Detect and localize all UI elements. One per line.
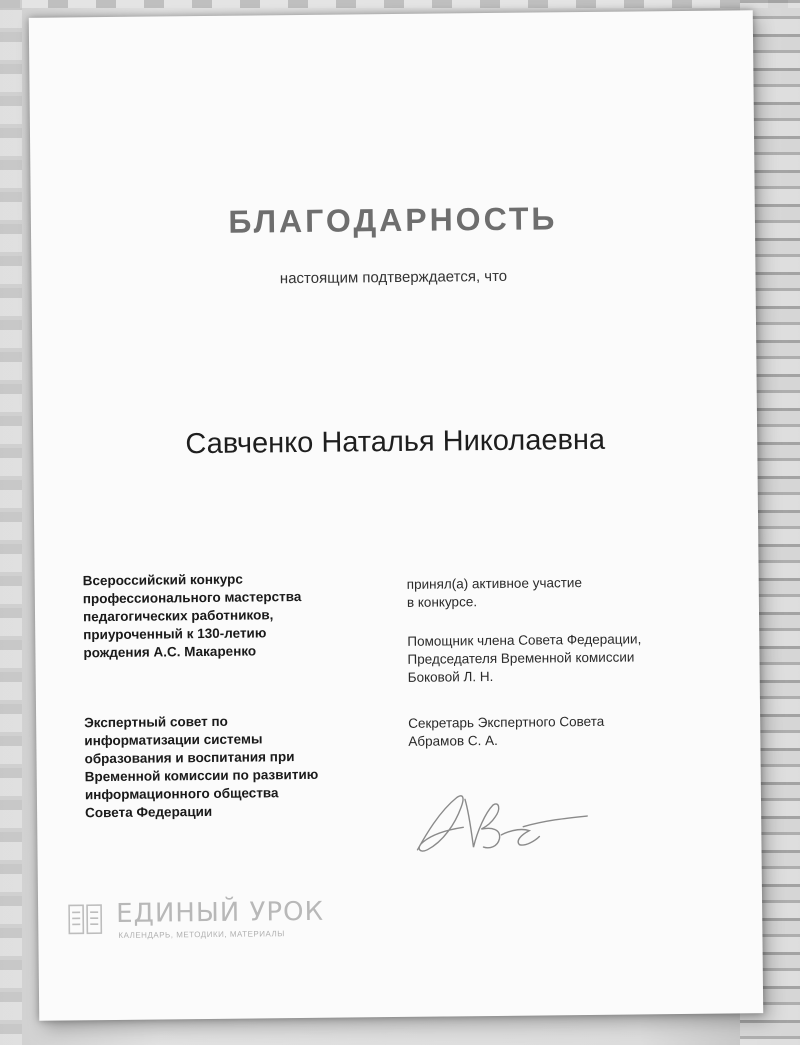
- signature-icon: [405, 782, 596, 864]
- text-line: Боковой Л. Н.: [407, 668, 494, 685]
- text-line: Временной комиссии по развитию: [84, 766, 319, 785]
- organizer-description: [84, 711, 385, 822]
- stack-left-edge: [0, 0, 22, 1045]
- text-line: приуроченный к 130-летию: [83, 625, 267, 643]
- secretary-signatory: [408, 712, 728, 751]
- text-line: профессионального мастерства: [82, 588, 302, 607]
- text-line: Совета Федерации: [85, 803, 213, 821]
- book-logo-icon: [68, 903, 102, 935]
- text-line: педагогических работников,: [82, 607, 274, 625]
- text-line: Помощник члена Совета Федерации,: [407, 631, 642, 649]
- certificate-sheet: [29, 10, 763, 1021]
- contest-description: [83, 569, 384, 662]
- text-line: образования и воспитания при: [84, 749, 295, 767]
- recipient-name: Савченко Наталья Николаевна: [185, 423, 606, 461]
- certificate-subtitle: настоящим подтверждается, что: [279, 267, 508, 288]
- brand-logo: [68, 894, 389, 947]
- text-line: в конкурсе.: [406, 594, 478, 610]
- logo-tagline: КАЛЕНДАРЬ, МЕТОДИКИ, МАТЕРИАЛЫ: [118, 929, 285, 940]
- text-line: принял(а) активное участие: [406, 575, 583, 592]
- text-line: Всероссийский конкурс: [82, 571, 243, 589]
- text-line: Экспертный совет по: [84, 713, 228, 731]
- text-line: Председателя Временной комиссии: [407, 649, 635, 667]
- certificate-title: БЛАГОДАРНОСТЬ: [228, 200, 558, 240]
- text-line: Секретарь Экспертного Совета: [408, 713, 605, 731]
- text-line: информационного общества: [84, 785, 279, 803]
- text-line: Абрамов С. А.: [408, 732, 498, 749]
- participation-statement: [407, 573, 727, 612]
- text-line: рождения А.С. Макаренко: [83, 643, 257, 661]
- text-line: информатизации системы: [84, 731, 263, 749]
- logo-name: ЕДИНЫЙ УРОК: [116, 896, 325, 929]
- stack-top-edge: [0, 0, 800, 8]
- assistant-signatory: [407, 630, 728, 687]
